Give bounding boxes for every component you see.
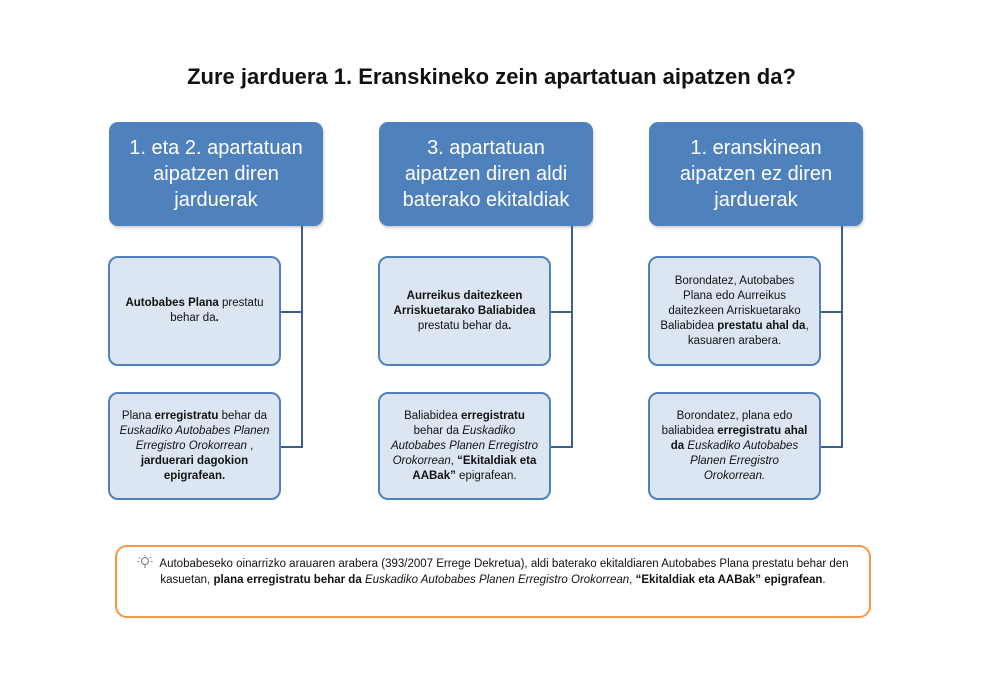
column-1-branch-2 (280, 446, 302, 448)
column-2-connector (571, 226, 573, 448)
column-1-connector (301, 226, 303, 448)
text-run: Euskadiko Autobabes Planen Erregistro Orokorrean (119, 424, 270, 452)
diagram-title: Zure jarduera 1. Eranskineko zein apartatuan aipatzen da? (187, 64, 796, 89)
text-run: . (507, 319, 512, 332)
text-run: Autobabeseko oinarrizko arauaren arabera (393/2007 Errege Dekretua), aldi baterako ekitaldiaren Autobabes Plana prestatu behar den kasuetan, (159, 558, 849, 586)
text-run: behar da (218, 409, 268, 422)
text-run: Borondatez, plana edo baliabidea (661, 409, 793, 437)
text-run: erregistratu (154, 409, 219, 422)
text-run: prestatu behar da (417, 319, 508, 332)
text-run: erregistratu (460, 409, 525, 422)
text-run: Plana (121, 409, 155, 422)
text-run: “Ekitaldiak eta AABak” epigrafean (635, 574, 823, 586)
text-run: jarduerari dagokion epigrafean. (140, 454, 249, 482)
column-3-branch-1 (820, 311, 842, 313)
text-run: Euskadiko Autobabes Planen Erregistro Orokorrean (390, 424, 539, 467)
column-2-branch-2 (550, 446, 572, 448)
text-run: behar da (413, 424, 463, 437)
text-run: , (629, 574, 636, 586)
column-3-connector (841, 226, 843, 448)
column-2-header: 3. apartatuan aipatzen diren aldi baterako ekitaldiak (379, 122, 593, 226)
note-text (159, 558, 848, 586)
text-run: Euskadiko Autobabes Planen Erregistro Orokorrean (364, 574, 630, 586)
text-run: erregistratu ahal da (670, 424, 808, 452)
rich-text (119, 296, 270, 326)
text-run: epigrafean. (455, 469, 517, 482)
text-run: . (822, 574, 826, 586)
text-run: , (246, 439, 254, 452)
text-run: Autobabes Plana (125, 297, 219, 309)
column-3-branch-2 (820, 446, 842, 448)
column-1-box-2 (108, 392, 281, 500)
text-run: plana erregistratu behar da (213, 574, 362, 586)
text-run: “Ekitaldiak eta AABak” (412, 454, 537, 482)
text-run: . (215, 312, 219, 324)
text-run: prestatu behar da (170, 297, 264, 324)
rich-text (159, 558, 848, 586)
info-note (115, 545, 871, 618)
column-3-box-2 (648, 392, 821, 500)
rich-text (659, 409, 810, 484)
column-3-box-1 (648, 256, 821, 366)
column-1-header: 1. eta 2. apartatuan aipatzen diren jarduerak (109, 122, 323, 226)
column-2-box-1 (378, 256, 551, 366)
column-2-box-2 (378, 392, 551, 500)
column-1-branch-1 (280, 311, 302, 313)
rich-text (119, 409, 270, 484)
column-2-branch-1 (550, 311, 572, 313)
rich-text (389, 289, 540, 334)
column-3-header: 1. eranskinean aipatzen ez diren jarduerak (649, 122, 863, 226)
column-1-box-1 (108, 256, 281, 366)
rich-text (659, 274, 810, 349)
text-run: Aurreikus daitezkeen Arriskuetarako Baliabidea (393, 289, 536, 317)
text-run: , kasuaren arabera. (687, 319, 809, 347)
text-run: , (450, 454, 458, 467)
text-run: Baliabidea (404, 409, 461, 422)
text-run: Euskadiko Autobabes Planen Erregistro Orokorrean. (687, 439, 799, 482)
text-run: prestatu ahal da (717, 319, 806, 332)
lightbulb-icon (137, 555, 153, 569)
rich-text (389, 409, 540, 484)
text-run: Borondatez, Autobabes Plana edo Aurreikus daitezkeen Arriskuetarako Baliabidea (660, 274, 801, 332)
